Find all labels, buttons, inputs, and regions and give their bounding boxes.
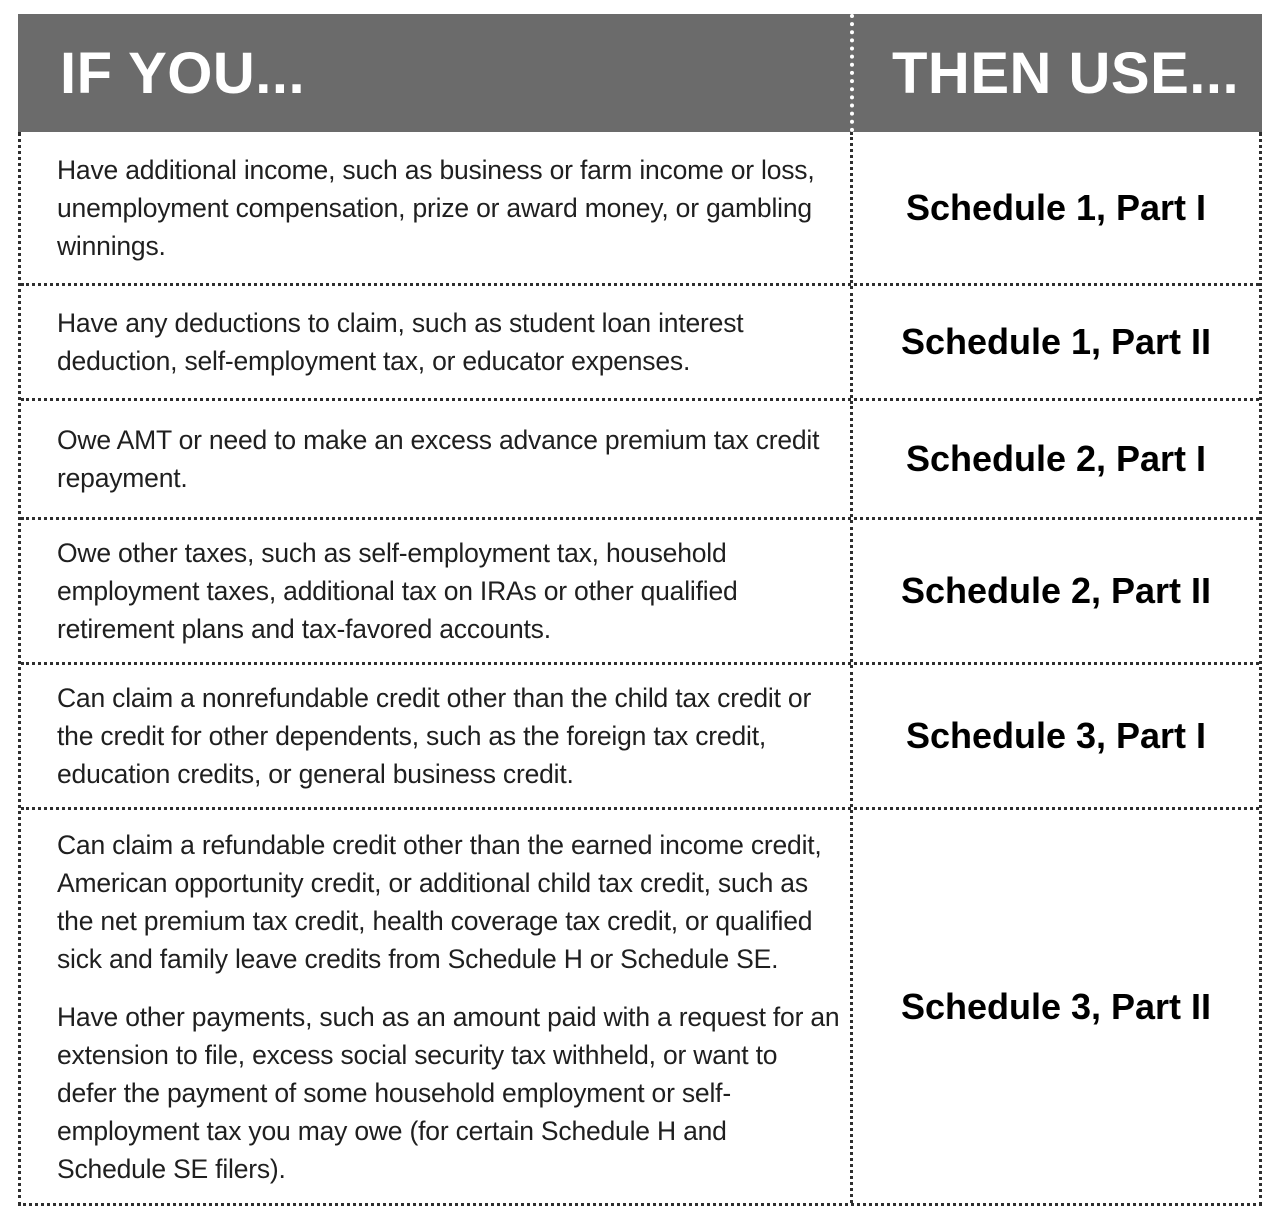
schedule-cell (850, 286, 1259, 398)
table-header-row (18, 14, 1262, 132)
schedule-cell (850, 810, 1259, 1203)
schedule-cell (850, 132, 1259, 283)
condition-text: Have additional income, such as business or farm income or loss, unemployment compensation, prize or award money, or gambling winnings. (57, 154, 815, 261)
table-row-schedule-1-part-1 (21, 132, 1259, 283)
condition-text: Have other payments, such as an amount paid with a request for an extension to file, excess social security tax withheld, or want to defer the payment of some household employment or self-employment tax you may owe (for certain Schedule H and Schedule SE filers). (57, 1001, 840, 1184)
table-row-schedule-3-part-1 (21, 662, 1259, 807)
schedule-label: Schedule 1, Part I (905, 186, 1207, 228)
table-row-schedule-2-part-2 (21, 517, 1259, 662)
schedule-label: Schedule 3, Part II (900, 985, 1212, 1027)
schedule-label: Schedule 1, Part II (900, 321, 1212, 362)
schedule-label: Schedule 2, Part II (900, 570, 1212, 611)
schedule-cell (850, 665, 1259, 807)
condition-cell (21, 286, 850, 398)
table-row-schedule-2-part-1 (21, 398, 1259, 517)
table-row-schedule-3-part-2 (21, 807, 1259, 1203)
condition-cell (21, 401, 850, 517)
condition-text: Can claim a nonrefundable credit other than the child tax credit or the credit for other dependents, such as the foreign tax credit, education credits, or general business credit. (57, 683, 812, 789)
condition-cell (21, 665, 850, 807)
header-if-you: IF YOU... (60, 40, 306, 106)
condition-cell (21, 520, 850, 662)
condition-cell (21, 132, 850, 283)
condition-text: Owe AMT or need to make an excess advance premium tax credit repayment. (57, 425, 820, 493)
table-row-schedule-1-part-2 (21, 283, 1259, 398)
condition-text: Can claim a refundable credit other than the earned income credit, American opportunity credit, or additional child tax credit, such as the net premium tax credit, health coverage tax credit, or qualified sick and family leave credits from Schedule H or Schedule SE. (57, 829, 822, 974)
table-body (18, 132, 1262, 1206)
condition-text: Have any deductions to claim, such as student loan interest deduction, self-employment tax, or educator expenses. (57, 308, 744, 376)
condition-text: Owe other taxes, such as self-employment tax, household employment taxes, additional tax on IRAs or other qualified retirement plans and tax-favored accounts. (57, 538, 738, 644)
header-then-use: THEN USE... (850, 14, 1262, 132)
schedule-label: Schedule 3, Part I (905, 715, 1207, 756)
schedule-cell (850, 401, 1259, 517)
schedule-cell (850, 520, 1259, 662)
condition-cell (21, 810, 850, 1203)
schedules-decision-table (18, 14, 1262, 1206)
schedule-label: Schedule 2, Part I (905, 438, 1207, 479)
